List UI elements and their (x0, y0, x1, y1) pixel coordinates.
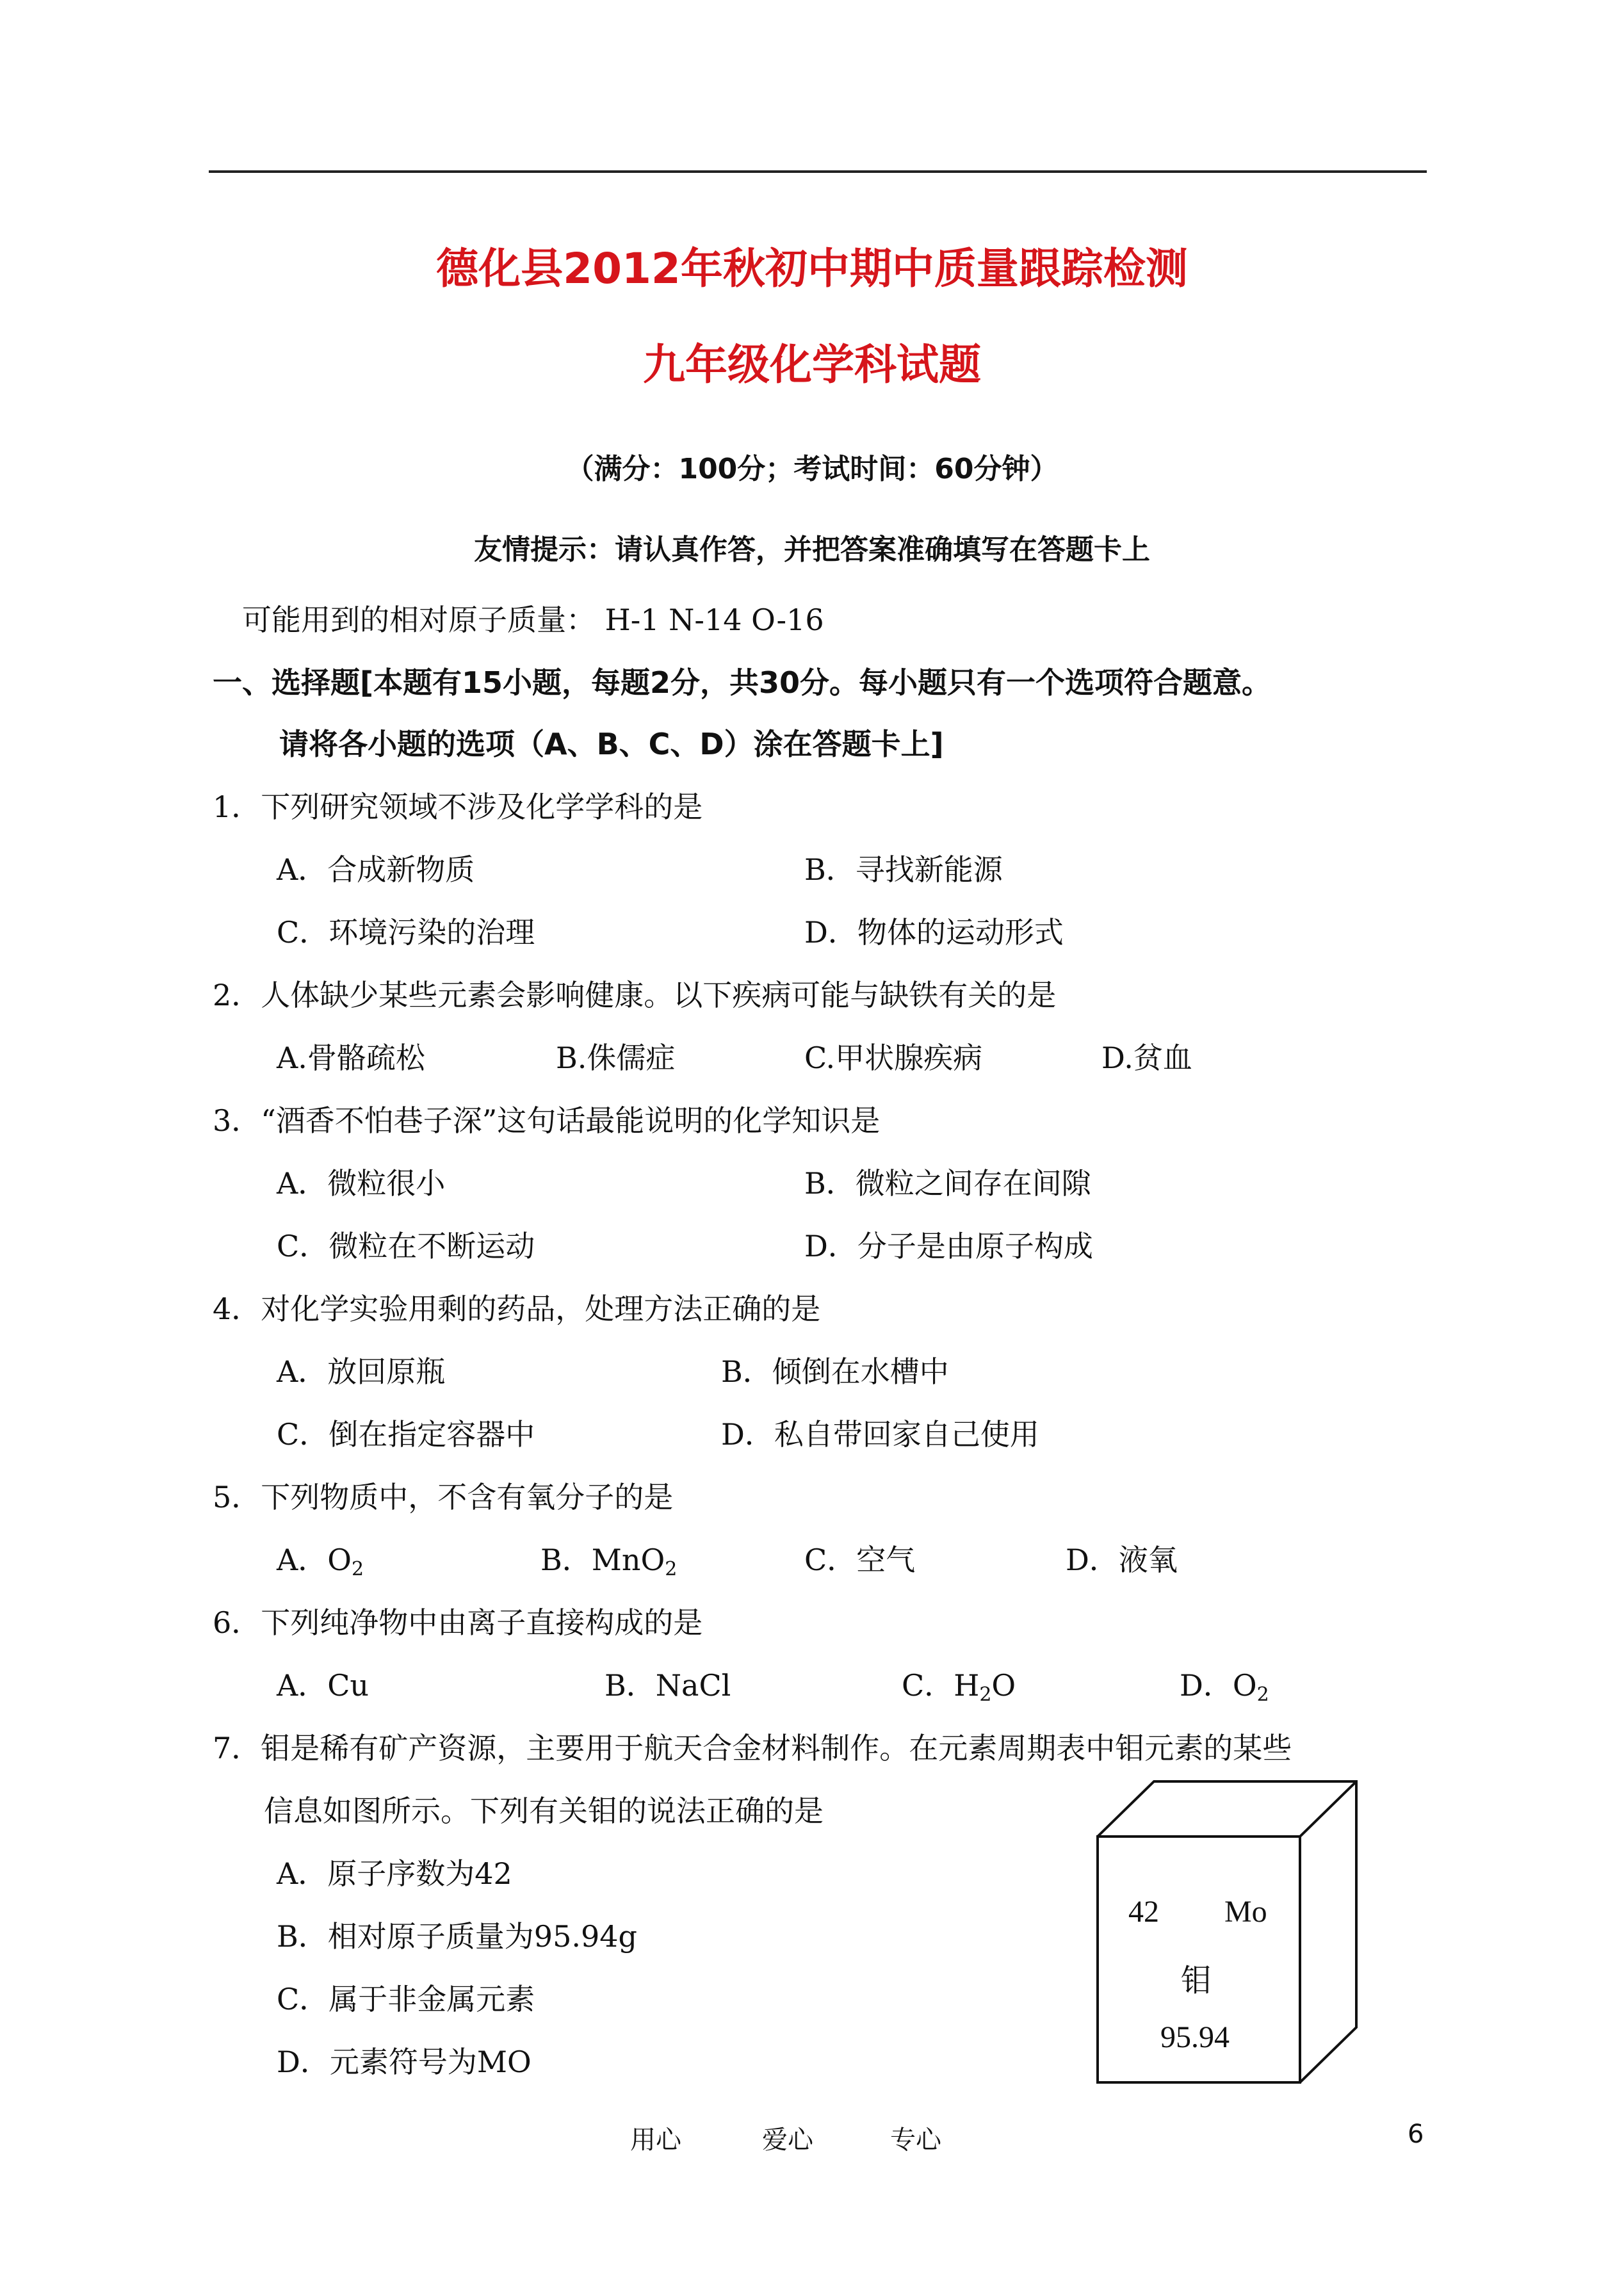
question-4-option-d: D．私自带回家自己使用 (721, 1417, 1039, 1452)
question-7-option-d: D．元素符号为MO (277, 2045, 532, 2079)
question-3-option-d: D．分子是由原子构成 (804, 1229, 1093, 1263)
question-7-stem-line2: 信息如图所示。下列有关钼的说法正确的是 (264, 1794, 824, 1828)
question-3-option-c: C．微粒在不断运动 (277, 1229, 535, 1263)
question-4-option-b: B．倾倒在水槽中 (721, 1354, 949, 1389)
question-2-stem: 2．人体缺少某些元素会影响健康。以下疾病可能与缺铁有关的是 (213, 978, 1057, 1012)
question-1-stem: 1．下列研究领域不涉及化学学科的是 (213, 790, 703, 824)
element-symbol: Mo (1224, 1895, 1267, 1929)
element-atomic-number: 42 (1128, 1895, 1159, 1929)
question-5-option-d: D．液氧 (1066, 1543, 1178, 1577)
question-2-option-b: B.侏儒症 (556, 1041, 676, 1075)
atomic-mass-line: 可能用到的相对原子质量： H-1 N-14 O-16 (242, 603, 824, 637)
question-2-option-d: D.贫血 (1101, 1041, 1192, 1075)
question-5-stem: 5．下列物质中，不含有氧分子的是 (213, 1480, 674, 1514)
question-1-option-c: C．环境污染的治理 (277, 915, 535, 950)
element-mass: 95.94 (1160, 2020, 1230, 2054)
footer-slogan-1: 用心 (630, 2125, 681, 2155)
question-6-option-c: C．$H_2O$ (902, 1668, 1016, 1706)
exam-info: （满分：100分；考试时间：60分钟） (565, 453, 1059, 485)
question-3-option-b: B．微粒之间存在间隙 (804, 1166, 1091, 1201)
section-instruction: 请将各小题的选项（A、B、C、D）涂在答题卡上] (279, 727, 944, 761)
question-6-option-a: A．Cu (277, 1668, 369, 1703)
question-4-option-c: C．倒在指定容器中 (277, 1417, 535, 1452)
question-4-option-a: A．放回原瓶 (277, 1354, 446, 1389)
question-5-option-b: B．MnO$_2$ (540, 1543, 678, 1580)
friendly-tip: 友情提示：请认真作答，并把答案准确填写在答题卡上 (474, 533, 1150, 566)
section-heading: 一、选择题[本题有15小题，每题2分，共30分。每小题只有一个选项符合题意。 (213, 665, 1272, 700)
question-1-option-a: A．合成新物质 (277, 852, 475, 887)
question-4-stem: 4．对化学实验用剩的药品，处理方法正确的是 (213, 1292, 821, 1326)
question-6-option-b: B．NaCl (605, 1668, 731, 1703)
exam-subtitle: 九年级化学科试题 (643, 340, 981, 389)
question-6-option-d: D．$O_2$ (1180, 1668, 1269, 1706)
question-3-option-a: A．微粒很小 (277, 1166, 446, 1201)
page-number: 6 (1408, 2120, 1424, 2149)
question-7-option-b: B．相对原子质量为95.94g (277, 1919, 637, 1954)
question-3-stem: 3．“酒香不怕巷子深”这句话最能说明的化学知识是 (213, 1103, 881, 1138)
exam-title: 德化县2012年秋初中期中质量跟踪检测 (436, 244, 1188, 293)
question-1-option-d: D．物体的运动形式 (804, 915, 1064, 950)
question-5-option-c: C．空气 (804, 1543, 916, 1577)
element-name: 钼 (1181, 1963, 1212, 1999)
footer-slogan-2: 爱心 (762, 2125, 813, 2155)
question-5-option-a: A．$O_2$ (277, 1543, 364, 1580)
question-7-option-c: C．属于非金属元素 (277, 1982, 535, 2016)
element-card (1096, 1780, 1358, 2085)
question-2-option-c: C.甲状腺疾病 (804, 1041, 983, 1075)
header-rule (209, 170, 1427, 173)
question-2-option-a: A.骨骼疏松 (277, 1041, 425, 1075)
question-1-option-b: B．寻找新能源 (804, 852, 1003, 887)
footer-slogan-3: 专心 (890, 2125, 941, 2155)
question-6-stem: 6．下列纯净物中由离子直接构成的是 (213, 1605, 703, 1640)
question-7-option-a: A．原子序数为42 (277, 1856, 512, 1891)
question-7-stem-line1: 7．钼是稀有矿产资源，主要用于航天合金材料制作。在元素周期表中钼元素的某些 (213, 1731, 1292, 1765)
